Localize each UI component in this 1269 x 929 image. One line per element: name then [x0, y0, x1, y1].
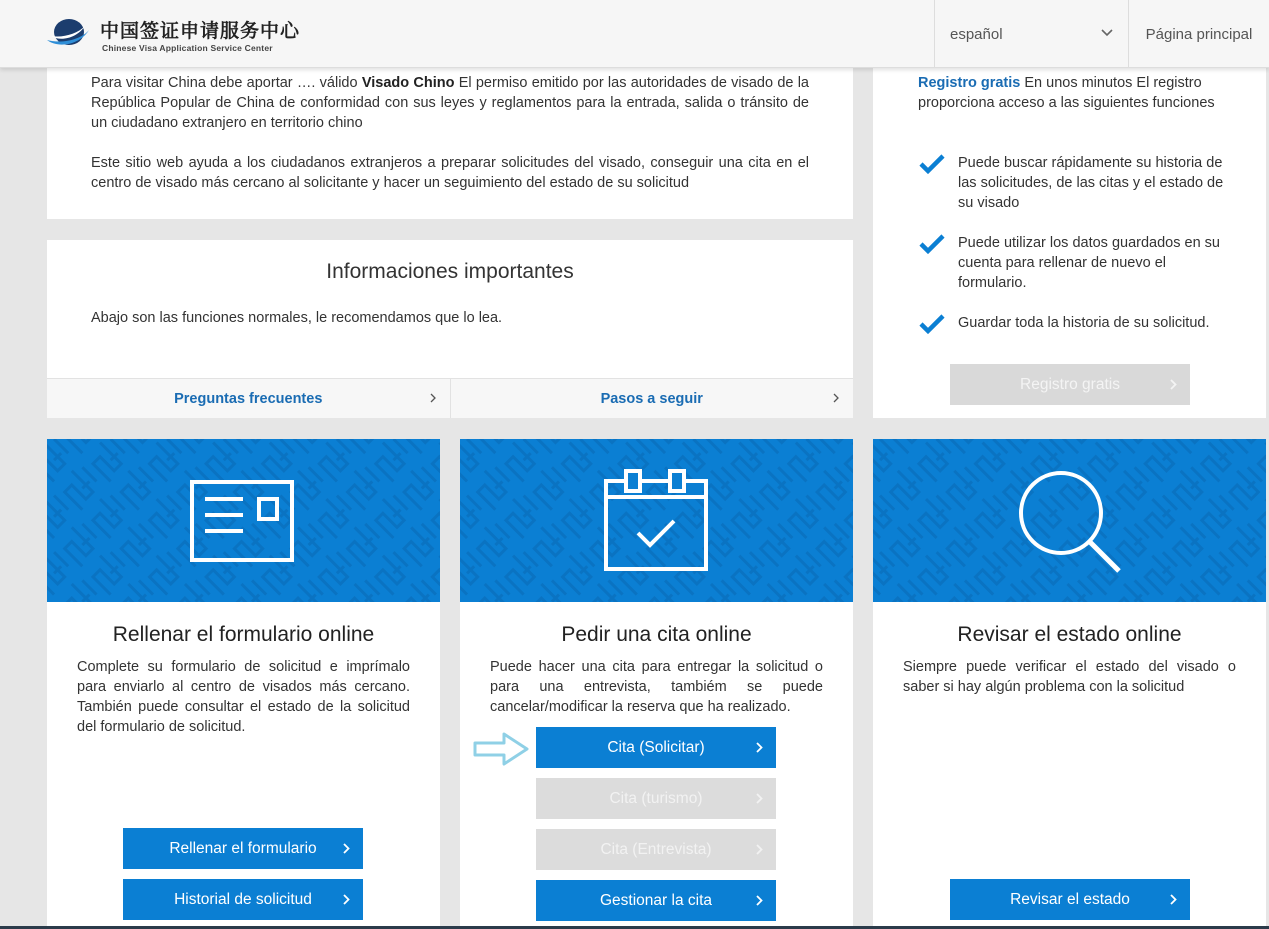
logo[interactable]: [45, 14, 305, 56]
register-button[interactable]: Registro gratis: [950, 364, 1190, 405]
logo-english-text: Chinese Visa Application Service Center: [102, 43, 273, 53]
faq-link[interactable]: Preguntas frecuentes: [47, 379, 450, 418]
chevron-right-icon: [1168, 378, 1178, 391]
magnifier-icon: [1015, 467, 1125, 577]
status-card-banner: [873, 439, 1266, 602]
form-card-title: Rellenar el formulario online: [112, 623, 375, 646]
fill-form-button[interactable]: Rellenar el formulario: [123, 828, 363, 869]
intro-paragraph-2: Este sitio web ayuda a los ciudadanos extranjeros a preparar solicitudes del visado, conseguir una cita en el centro de visado más cercano al solicitante y hacer un seguimiento del estado de su solicitud: [91, 155, 809, 191]
important-info-desc: Abajo son las funciones normales, le recomendamos que lo lea.: [91, 310, 503, 326]
appointment-card: [460, 439, 853, 929]
logo-chinese-text: 中国签证申请服务中心: [100, 20, 301, 42]
form-card-banner: [47, 439, 440, 602]
status-card-title: Revisar el estado online: [957, 623, 1182, 646]
status-card: [873, 439, 1266, 929]
chevron-right-icon: [428, 392, 438, 404]
checkmark-icon: [918, 233, 946, 255]
tourism-appointment-button[interactable]: Cita (turismo): [536, 778, 776, 819]
intro-panel: [47, 68, 853, 219]
form-document-icon: [189, 479, 295, 563]
chevron-right-icon: [341, 893, 351, 906]
register-lead-bold: Registro gratis: [918, 75, 1021, 91]
check-status-button[interactable]: Revisar el estado: [950, 879, 1190, 920]
appointment-card-banner: [460, 439, 853, 602]
request-appointment-button[interactable]: Cita (Solicitar): [536, 727, 776, 768]
chevron-right-icon: [754, 792, 764, 805]
hint-arrow-icon: [472, 731, 530, 767]
chevron-right-icon: [831, 392, 841, 404]
interview-appointment-button[interactable]: Cita (Entrevista): [536, 829, 776, 870]
home-link[interactable]: Página principal: [1128, 0, 1269, 68]
important-info-panel: [47, 240, 853, 418]
chevron-down-icon: [1100, 26, 1114, 40]
language-select[interactable]: [934, 0, 1128, 68]
info-links-row: [47, 378, 853, 418]
logo-swoosh-icon: [45, 16, 91, 52]
calendar-check-icon: [602, 467, 710, 573]
chevron-right-icon: [754, 741, 764, 754]
language-value: español: [950, 25, 1003, 43]
chevron-right-icon: [754, 843, 764, 856]
chevron-right-icon: [341, 842, 351, 855]
appointment-card-title: Pedir una cita online: [561, 623, 752, 646]
visa-term: Visado Chino: [361, 75, 455, 91]
important-info-title: Informaciones importantes: [326, 260, 574, 283]
application-history-button[interactable]: Historial de solicitud: [123, 879, 363, 920]
benefit-item: Guardar toda la historia de su solicitud.: [918, 313, 1238, 333]
form-card-text: Complete su formulario de solicitud e imprímalo para enviarlo al centro de visados más cercano. También puede consultar el estado de la solicitud del formulario de solicitud.: [77, 659, 410, 735]
register-lead: Registro gratis En unos minutos El registro proporciona acceso a las siguientes funciones: [918, 75, 1215, 111]
form-card: [47, 439, 440, 929]
intro-paragraph-1: Para visitar China debe aportar …. válido Visado Chino El permiso emitido por las autoridades de visado de la República Popular de China de conformidad con sus leyes y reglamentos para la entrada, salida o tránsito de un ciudadano extranjero en territorio chino: [91, 75, 809, 131]
benefit-item: Puede buscar rápidamente su historia de las solicitudes, de las citas y el estado de su visado: [918, 153, 1238, 213]
checkmark-icon: [918, 313, 946, 335]
appointment-card-text: Puede hacer una cita para entregar la solicitud o para una entrevista, tambiém se puede cancelar/modificar la reserva que ha realizado.: [490, 659, 823, 715]
chevron-right-icon: [754, 894, 764, 907]
checkmark-icon: [918, 153, 946, 175]
status-card-text: Siempre puede verificar el estado del visado o saber si hay algún problema con la solicitud: [903, 659, 1236, 695]
benefit-item: Puede utilizar los datos guardados en su cuenta para rellenar de nuevo el formulario.: [918, 233, 1238, 293]
register-panel: [873, 68, 1266, 418]
steps-link[interactable]: Pasos a seguir: [450, 379, 854, 418]
chevron-right-icon: [1168, 893, 1178, 906]
manage-appointment-button[interactable]: Gestionar la cita: [536, 880, 776, 921]
top-header: [0, 0, 1269, 68]
